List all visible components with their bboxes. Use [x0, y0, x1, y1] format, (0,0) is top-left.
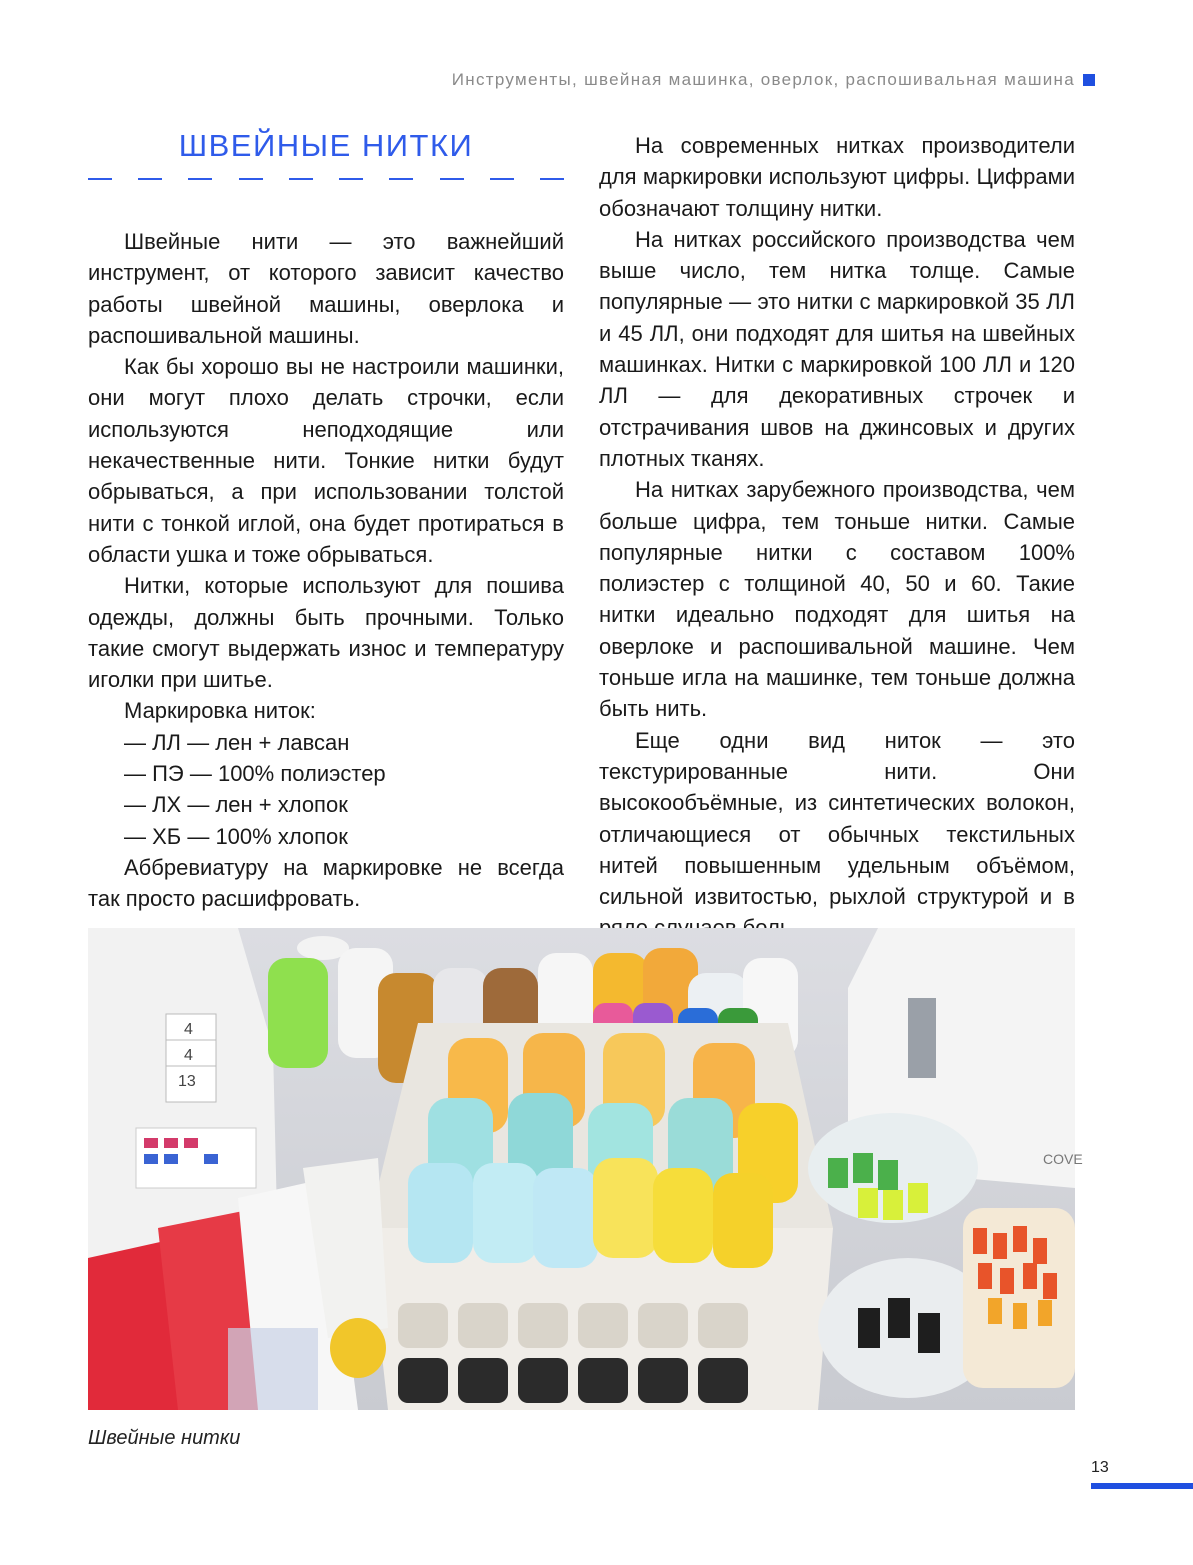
machine-label: 4 [184, 1021, 193, 1038]
right-column [599, 130, 1075, 944]
list-item: — ЛЛ — лен + лавсан [124, 729, 350, 755]
paragraph: Швейные нити — это важнейший инструмент, от которого зависит качество работы швейной машины, оверлока и распошивальной машины. [88, 229, 564, 348]
machine-label: 4 [184, 1047, 193, 1064]
list-item: — ПЭ — 100% полиэстер [124, 761, 386, 787]
paragraph: На современных нитках производители для маркировки используют цифры. Цифрами обозначают толщину нитки. [599, 133, 1075, 221]
paragraph: Как бы хорошо вы не настроили машинки, они могут плохо делать строчки, если используются неподходящие или некачественные нити. Тонкие нитки будут обрываться, а при использовании толстой нити с тонкой иглой, она будет протираться в области ушка и тоже обрываться. [88, 354, 564, 567]
page-number: 13 [1091, 1459, 1109, 1476]
paragraph: Маркировка ниток: [124, 698, 316, 724]
machine-label: 13 [178, 1073, 196, 1090]
threads-illustration [88, 928, 1083, 1410]
paragraph: Аббревиатуру на маркировке не всегда так просто расшифровать. [88, 854, 564, 912]
list-item: — ЛХ — лен + хлопок [124, 792, 348, 818]
title-dash-rule [88, 178, 564, 181]
paragraph: На нитках зарубежного производства, чем больше цифра, тем тоньше нитки. Самые популярные нитки с составом 100% полиэстер с толщиной 40, 50 и 60. Такие нитки идеально подходят для шитья на оверлоке и распошивальной машине. Чем тоньше игла на машинке, тем тоньше должна быть нить. [599, 477, 1075, 722]
running-head-square-icon [1083, 74, 1095, 86]
list-item: — ХБ — 100% хлопок [124, 823, 348, 849]
paragraph: Еще одни вид ниток — это текстурированные нити. Они высокообъёмные, из синтетических волокон, отличающиеся от обычных текстильных нитей повышенным удельным объёмом, сильной извитостью, рыхлой структурой и в [599, 727, 1075, 910]
running-head: Инструменты, швейная машинка, оверлок, распошивальная машина [451, 70, 1075, 89]
section-title: ШВЕЙНЫЕ НИТКИ [178, 128, 474, 163]
machine-brand-text: COVE [1043, 1151, 1083, 1167]
photo-caption: Швейные нитки [88, 1427, 241, 1449]
left-column [88, 226, 564, 915]
sewing-threads-photo [88, 928, 1083, 1410]
paragraph: На нитках российского производства чем выше число, тем нитка толще. Самые популярные — это нитки с маркировкой 35 ЛЛ и 45 ЛЛ, они подходят для шитья на швейных машинках. Нитки с маркировкой 100 ЛЛ и 120 ЛЛ — для декоративных строчек и отстрачивания швов на джинсовых и других плотных тканях. [599, 226, 1075, 471]
paragraph: Нитки, которые используют для пошива одежды, должны быть прочными. Только такие смогут выдержать износ и температуру иголки при шитье. [88, 573, 564, 693]
page-number-bar [1091, 1483, 1193, 1489]
